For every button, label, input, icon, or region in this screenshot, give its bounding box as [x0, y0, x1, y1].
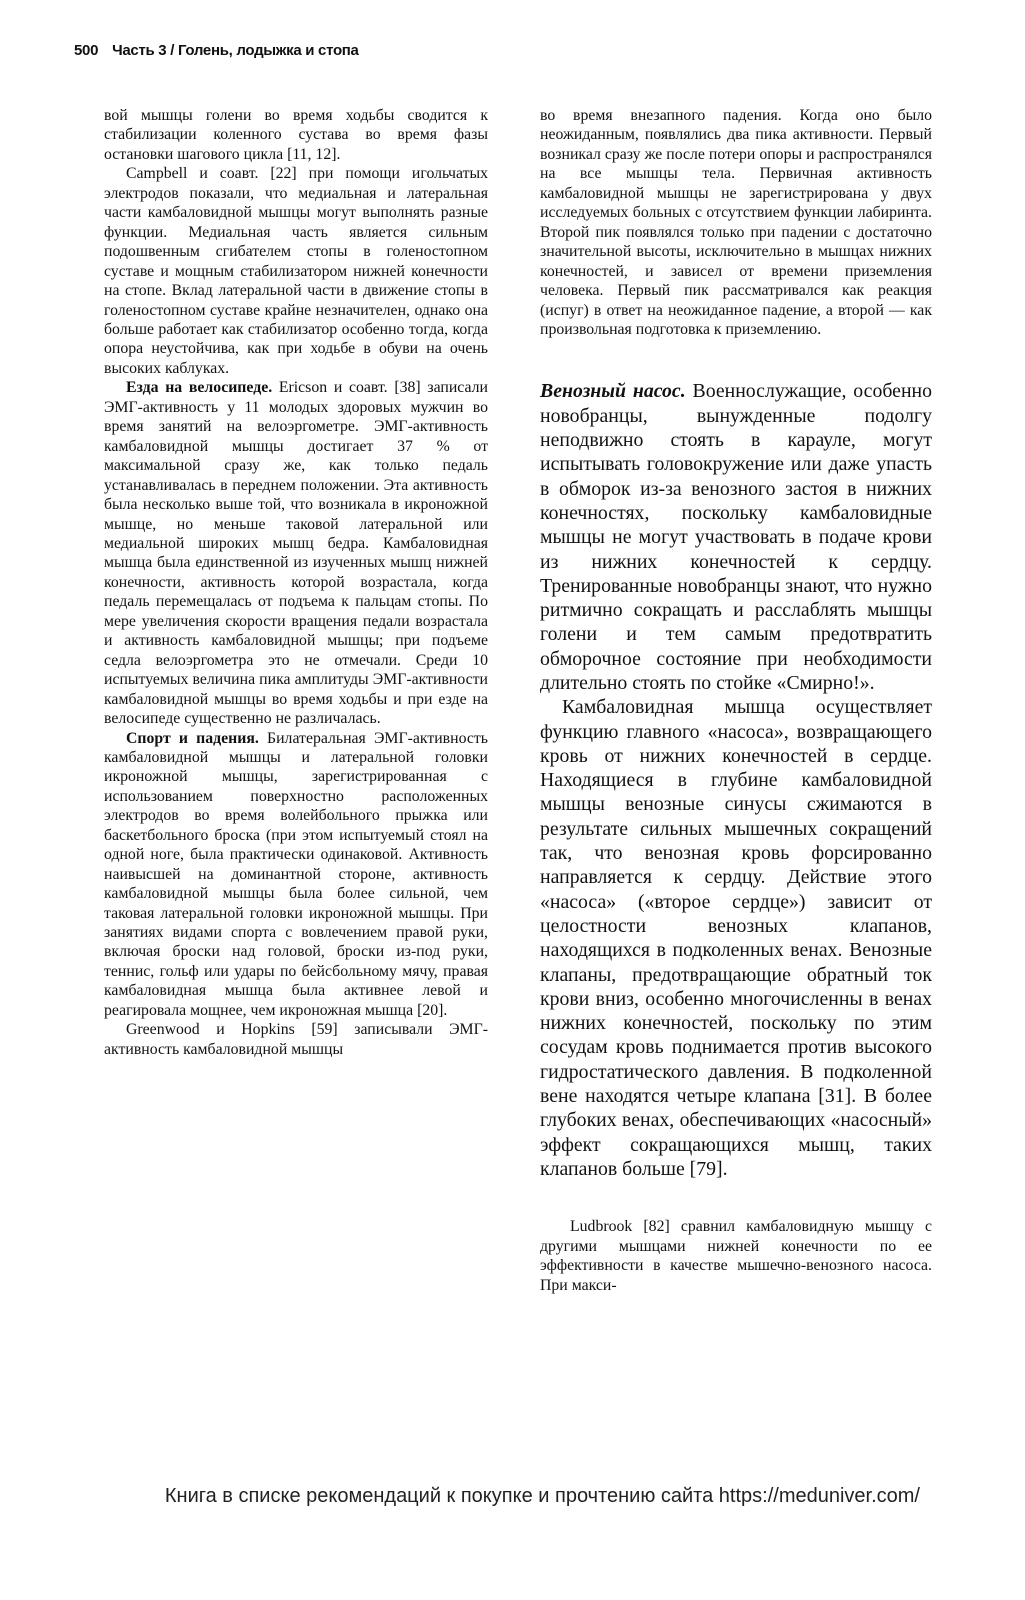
left-paragraph-3 [104, 378, 488, 728]
right-paragraph-2 [540, 379, 932, 695]
right-paragraph-1: во время внезапного падения. Когда оно было неожиданным, появлялись два пика активности. Первый возникал сразу же после потери опоры и распространялся на все мышцы тела. Первичная активность камбаловидной мышцы не зарегистрирована у двух исследуемых больных с отсутствием функции лабиринта. Второй пик появлялся только при падении с достаточно значительной высоты, исключительно в мышцах нижних конечностей, и зависел от времени приземления человека. Первый пик рассматривался как реакция (испуг) в ответ на неожиданное падение, а второй — как произвольная подготовка к приземлению. [540, 107, 932, 338]
right-column [540, 106, 932, 1295]
right-paragraph-4: Ludbrook [82] сравнил камбаловидную мышцу с другими мышцами нижней конечности по ее эффективности в качестве мышечно-венозного насоса. При макси- [540, 1218, 932, 1294]
right-paragraph-3: Камбаловидная мышца осуществляет функцию главного «насоса», возвращающего кровь от нижних конечностей в сердце. Находящиеся в глубине камбаловидной мышцы венозные синусы сжимаются в результате сильных мышечных сокращений так, что венозная кровь форсированно направляется к сердцу. Действие этого «насоса» («второе сердце») зависит от целостности венозных клапанов, находящихся в подколенных венах. Венозные клапаны, предотвращающие обратный ток крови вниз, особенно многочисленны в венах нижних конечностей, поскольку по этим сосудам кровь поднимается против высокого гидростатического давления. В подколенной вене находятся четыре клапана [31]. В более глубоких венах, обеспечивающих «насосный» эффект сокращающихся мышц, таких клапанов больше [79]. [540, 696, 932, 1180]
right-small-block-2 [540, 1217, 932, 1295]
left-paragraph-2: Campbell и соавт. [22] при помощи игольчатых электродов показали, что медиальная и латеральная части камбаловидной мышцы могут выполнять разные функции. Медиальная часть является сильным подошвенным сгибателем стопы в голеностопном суставе и мощным стабилизатором нижней конечности на стопе. Вклад латеральной части в движение стопы в голеностопном суставе крайне незначителен, однако она больше работает как стабилизатор особенно тогда, когда опора неустойчива, как при ходьбе в обуви на очень высоких каблуках. [104, 165, 488, 377]
section-title: Часть 3 / Голень, лодыжка и стопа [112, 42, 359, 59]
venous-pump-subheading: Венозный насос. [540, 380, 686, 403]
spacer [540, 1181, 932, 1217]
right-small-block [540, 106, 932, 339]
venous-pump-text: Военнослужащие, особенно новобранцы, вынужденные подолгу неподвижно стоять в карауле, могут испытывать головокружение или даже упасть в обморок из-за венозного застоя в нижних конечностях, поскольку камбаловидные мышцы не могут участвовать в подаче крови из нижних конечностей к сердцу. Тренированные новобранцы знают, что нужно ритмично сокращать и расслаблять мышцы голени и тем самым предотвратить обморочное состояние при необходимости длительно стоять по стойке «Смирно!». [540, 380, 933, 694]
left-paragraph-5: Greenwood и Hopkins [59] записывали ЭМГ-активность камбаловидной мышцы [104, 1021, 488, 1058]
sport-falls-subheading: Спорт и падения. [126, 729, 259, 747]
left-paragraph-1: вой мышцы голени во время ходьбы сводится к стабилизации коленного сустава во время фазы остановки шагового цикла [11, 12]. [104, 107, 488, 163]
right-large-block [540, 379, 932, 1181]
site-watermark-text: Книга в списке рекомендаций к покупке и прочтению сайта https://meduniver.com/ [164, 1485, 920, 1507]
left-column [104, 106, 488, 1059]
cycling-subheading: Езда на велосипеде. [126, 379, 273, 397]
spacer [540, 339, 932, 379]
sport-falls-text: Билатеральная ЭМГ-активность камбаловидной мышцы и латеральной головки икроножной мышцы, зарегистрированная с использованием поверхностно расположенных электродов во время волейбольного прыжка или баскетбольного броска (при этом испытуемый стоял на одной ноге, была практически одинаковой. Активность наивысшей на доминантной стороне, активность камбаловидной мышцы была более сильной, чем таковая латеральной головки икроножной мышцы. При занятиях видами спорта с вовлечением правой руки, включая броски над головой, броски из-под руки, теннис, гольф или удары по бейсбольному мячу, правая камбаловидная мышца была активнее левой и реагировала мощнее, чем икроножная мышца [20]. [104, 729, 489, 1019]
running-header [74, 42, 359, 59]
left-paragraph-4 [104, 729, 488, 1021]
cycling-text: Ericson и соавт. [38] записали ЭМГ-активность у 11 молодых здоровых мужчин во время занятий на велоэргометре. ЭМГ-активность камбаловидной мышцы достигает 37 % от максимальной сразу же, как только педаль устанавливалась в переднем положении. Эта активность была несколько выше той, что возникала в икроножной мышце, но меньше таковой латеральной или медиальной широких мышц бедра. Камбаловидная мышца была единственной из изученных мышц нижней конечности, активность которой возрастала, когда педаль перемещалась от подъема к пальцам стопы. По мере увеличения скорости вращения педали возрастала и активность камбаловидной мышцы; при подъеме седла велоэргометра это не отмечали. Среди 10 испытуемых величина пика амплитуды ЭМГ-активности камбаловидной мышцы во время ходьбы и при езде на велосипеде существенно не различалась. [104, 379, 488, 728]
page-number: 500 [74, 42, 99, 59]
